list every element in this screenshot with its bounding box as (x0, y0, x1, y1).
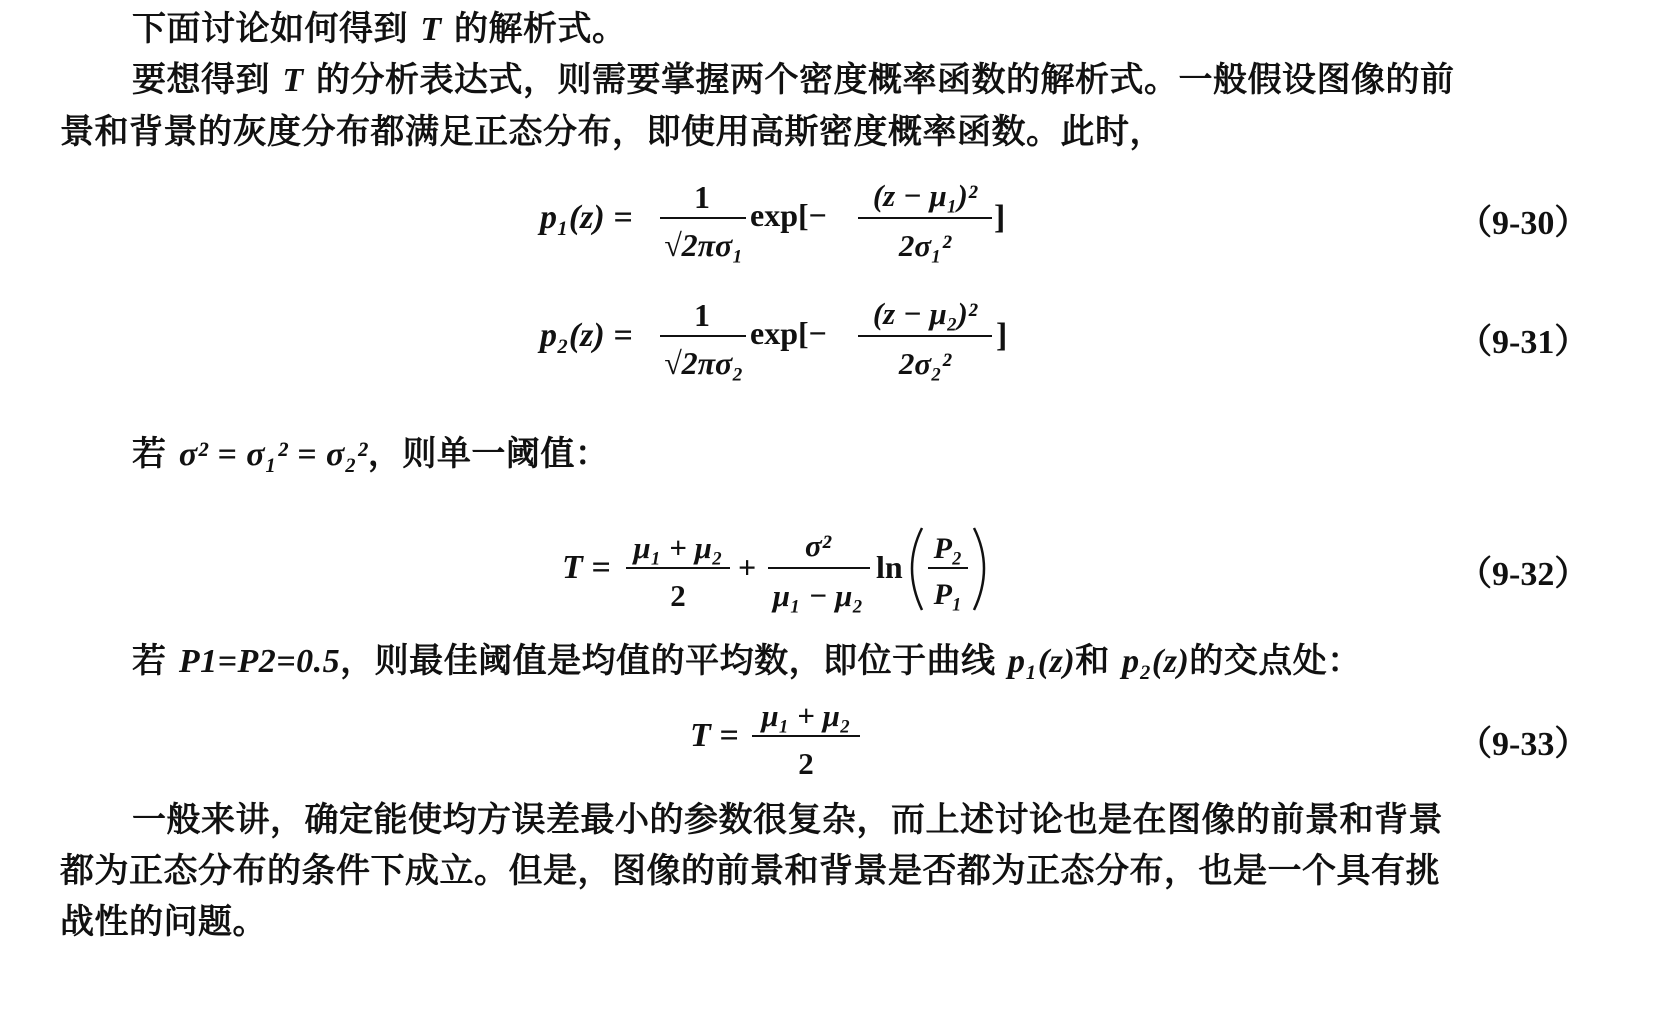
final-line3: 战性的问题。 (60, 902, 267, 942)
final-line1: 一般来讲，确定能使均方误差最小的参数很复杂，而上述讨论也是在图像的前景和背景 (132, 800, 1443, 840)
para2-var-t: T (282, 62, 304, 99)
intro-line (132, 2, 626, 57)
equation-number-9-31: （9-31） (1458, 324, 1589, 361)
p-line-and: 和 (1075, 641, 1123, 681)
eq30-numerator: 1 (694, 179, 710, 215)
p-line-curve1: p₁(z) (1007, 643, 1076, 680)
eq30-exp-numerator: (z − μ₁)² (872, 178, 978, 213)
eq32-right-paren (974, 528, 984, 610)
condition-text-post: ，则单一阈值： (367, 434, 610, 474)
eq32-lhs: T = (562, 549, 611, 586)
eq32-left-paren (912, 528, 922, 610)
condition-text-pre: 若 (132, 434, 179, 474)
eq33-lhs: T = (690, 717, 739, 754)
eq30-exp: exp[− (750, 197, 827, 233)
eq30-denominator: √2πσ₁ (664, 227, 744, 263)
equation-number-9-30: （9-30） (1458, 205, 1589, 242)
eq31-close-bracket: ] (996, 317, 1008, 354)
p-line-pre: 若 (132, 641, 179, 681)
eq33-denominator: 2 (798, 746, 814, 781)
eq31-exp: exp[− (750, 315, 827, 351)
condition-line (132, 427, 609, 482)
p-line-math: P1=P2=0.5 (178, 643, 341, 680)
eq32-ratio-numerator: P₂ (933, 532, 963, 565)
eq32-ln: ln (876, 549, 903, 585)
p-condition-line (132, 634, 1362, 689)
p-line-mid: ，则最佳阈值是均值的平均数，即位于曲线 (340, 641, 1008, 681)
p-line-post: 的交点处： (1189, 641, 1362, 681)
eq31-denominator: √2πσ₂ (664, 345, 744, 381)
equation-number-9-32: （9-32） (1458, 556, 1589, 593)
condition-math: σ² = σ₁² = σ₂² (178, 436, 368, 473)
eq32-plus: + (738, 549, 757, 585)
eq30-close-bracket: ] (994, 199, 1006, 236)
intro-var-t: T (420, 11, 442, 48)
eq32-fraction1-numerator: μ₁ + μ₂ (633, 530, 723, 565)
eq31-lhs: p₂(z) = (540, 317, 633, 354)
eq30-lhs: p₁(z) = (540, 199, 633, 236)
eq31-exp-denominator: 2σ₂² (898, 346, 952, 381)
equation-number-9-33: （9-33） (1458, 726, 1589, 763)
eq32-ratio-denominator: P₁ (933, 578, 963, 611)
intro-text-pre: 下面讨论如何得到 (132, 9, 421, 49)
equation-9-33 (690, 692, 880, 788)
eq32-fraction2-denominator: μ₁ − μ₂ (772, 578, 864, 613)
eq33-numerator: μ₁ + μ₂ (761, 698, 851, 733)
para2-line2: 景和背景的灰度分布都满足正态分布，即使用高斯密度概率函数。此时， (60, 112, 1164, 152)
eq32-fraction2-numerator: σ² (804, 528, 832, 563)
equation-9-32 (562, 522, 1002, 622)
equation-9-30 (540, 170, 1040, 280)
para2-text-pre: 要想得到 (132, 60, 283, 100)
eq32-fraction1-denominator: 2 (670, 578, 686, 613)
eq31-numerator: 1 (694, 297, 710, 333)
eq30-exp-denominator: 2σ₁² (898, 228, 952, 263)
p-line-curve2: p₂(z) (1122, 643, 1190, 680)
eq31-exp-numerator: (z − μ₂)² (872, 296, 978, 331)
final-line2: 都为正态分布的条件下成立。但是，图像的前景和背景是否都为正态分布，也是一个具有挑 (60, 851, 1440, 891)
equation-9-31 (540, 288, 1040, 398)
intro-text-post: 的解析式。 (441, 9, 627, 49)
para2-line1 (132, 53, 1454, 108)
para2-text-post: 的分析表达式，则需要掌握两个密度概率函数的解析式。一般假设图像的前 (303, 60, 1455, 100)
